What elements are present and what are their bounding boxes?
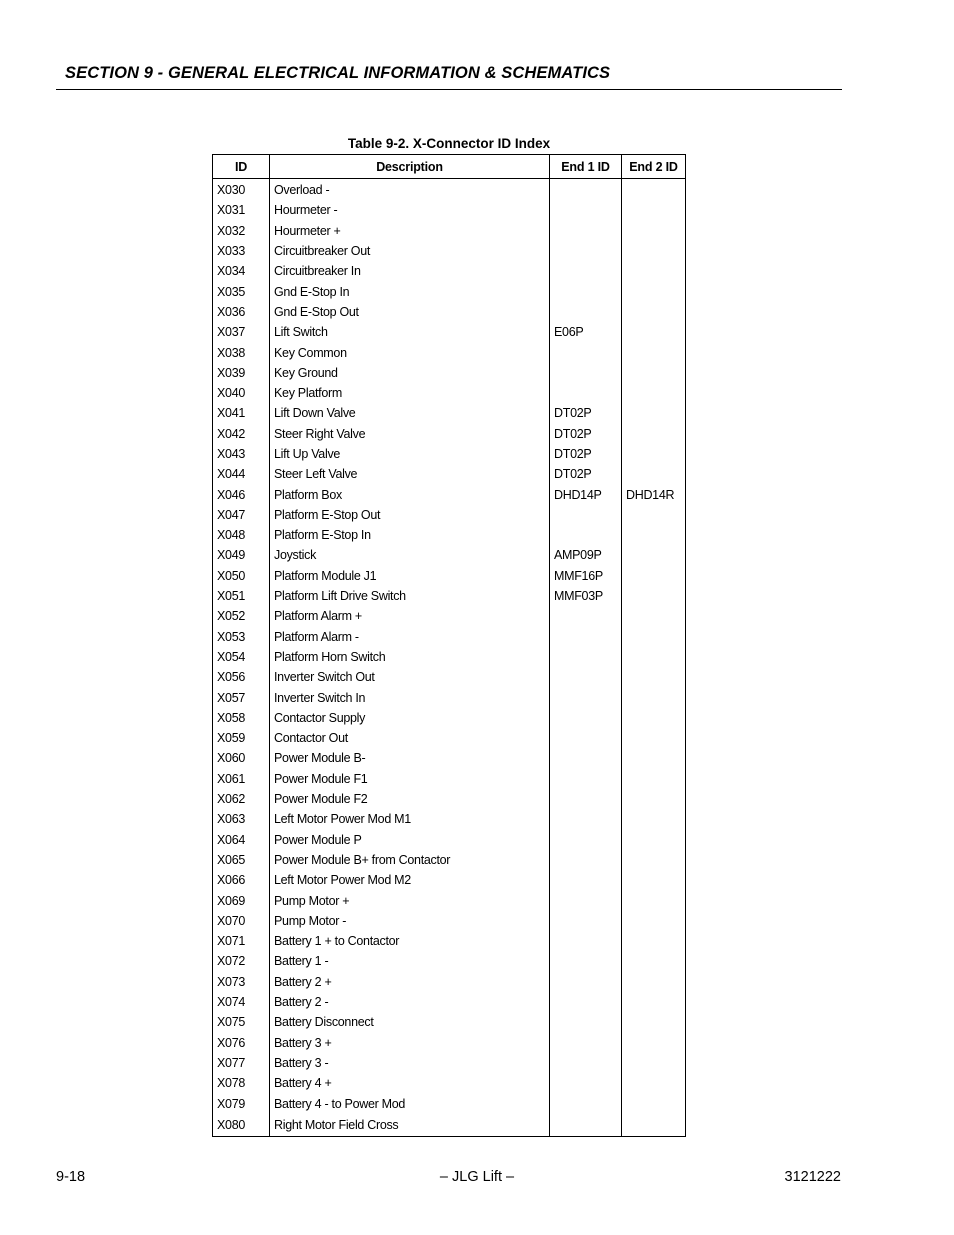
cell-description: Key Ground <box>270 363 550 383</box>
cell-description: Power Module B+ from Contactor <box>270 850 550 870</box>
cell-end1 <box>550 1073 622 1093</box>
cell-end2 <box>622 342 686 362</box>
cell-description: Lift Up Valve <box>270 444 550 464</box>
cell-id: X057 <box>213 687 270 707</box>
cell-description: Power Module F1 <box>270 769 550 789</box>
table-row <box>213 769 686 789</box>
cell-description: Contactor Supply <box>270 708 550 728</box>
table-header-row <box>213 155 686 179</box>
cell-id: X049 <box>213 545 270 565</box>
table-row <box>213 484 686 504</box>
table-row <box>213 241 686 261</box>
cell-description: Circuitbreaker In <box>270 261 550 281</box>
cell-end2 <box>622 1114 686 1137</box>
cell-description: Power Module F2 <box>270 789 550 809</box>
cell-end1 <box>550 241 622 261</box>
table-row <box>213 951 686 971</box>
cell-end1 <box>550 951 622 971</box>
cell-description: Battery 3 + <box>270 1032 550 1052</box>
cell-id: X038 <box>213 342 270 362</box>
cell-id: X073 <box>213 972 270 992</box>
table-row <box>213 1114 686 1137</box>
table-row <box>213 627 686 647</box>
cell-id: X063 <box>213 809 270 829</box>
cell-end1 <box>550 647 622 667</box>
cell-id: X043 <box>213 444 270 464</box>
cell-description: Platform Module J1 <box>270 566 550 586</box>
cell-end1 <box>550 342 622 362</box>
cell-end1: DT02P <box>550 403 622 423</box>
table-row <box>213 281 686 301</box>
table-row <box>213 322 686 342</box>
cell-id: X076 <box>213 1032 270 1052</box>
table-caption: Table 9-2. X-Connector ID Index <box>347 136 551 151</box>
cell-end1 <box>550 850 622 870</box>
cell-end1 <box>550 728 622 748</box>
cell-id: X080 <box>213 1114 270 1137</box>
cell-id: X061 <box>213 769 270 789</box>
cell-end2 <box>622 606 686 626</box>
table-body <box>213 179 686 1137</box>
cell-description: Hourmeter + <box>270 221 550 241</box>
cell-id: X051 <box>213 586 270 606</box>
cell-description: Power Module B- <box>270 748 550 768</box>
cell-end1 <box>550 606 622 626</box>
cell-id: X062 <box>213 789 270 809</box>
cell-description: Platform Horn Switch <box>270 647 550 667</box>
cell-end2 <box>622 830 686 850</box>
table-row <box>213 931 686 951</box>
column-header-end2: End 2 ID <box>622 155 686 179</box>
cell-description: Pump Motor + <box>270 890 550 910</box>
cell-id: X047 <box>213 505 270 525</box>
cell-description: Battery 4 + <box>270 1073 550 1093</box>
cell-end1 <box>550 708 622 728</box>
cell-end1 <box>550 525 622 545</box>
cell-end2 <box>622 322 686 342</box>
cell-end2 <box>622 1093 686 1113</box>
cell-id: X044 <box>213 464 270 484</box>
cell-end1 <box>550 383 622 403</box>
cell-end2 <box>622 586 686 606</box>
cell-end1 <box>550 890 622 910</box>
cell-id: X031 <box>213 200 270 220</box>
cell-description: Platform Lift Drive Switch <box>270 586 550 606</box>
cell-end1 <box>550 505 622 525</box>
document-number: 3121222 <box>784 1169 841 1185</box>
cell-end1: MMF16P <box>550 566 622 586</box>
cell-end2 <box>622 281 686 301</box>
cell-end2 <box>622 789 686 809</box>
table-row <box>213 200 686 220</box>
column-header-end1: End 1 ID <box>550 155 622 179</box>
cell-id: X079 <box>213 1093 270 1113</box>
cell-description: Battery 2 - <box>270 992 550 1012</box>
cell-end1: AMP09P <box>550 545 622 565</box>
cell-id: X046 <box>213 484 270 504</box>
cell-description: Inverter Switch Out <box>270 667 550 687</box>
cell-end2 <box>622 850 686 870</box>
cell-end1 <box>550 200 622 220</box>
cell-id: X074 <box>213 992 270 1012</box>
cell-end2 <box>622 424 686 444</box>
cell-end2 <box>622 302 686 322</box>
cell-end1 <box>550 363 622 383</box>
cell-end2 <box>622 687 686 707</box>
cell-end1 <box>550 667 622 687</box>
cell-end2 <box>622 748 686 768</box>
cell-end2 <box>622 1032 686 1052</box>
cell-id: X048 <box>213 525 270 545</box>
cell-description: Platform Alarm + <box>270 606 550 626</box>
cell-end2 <box>622 179 686 201</box>
cell-description: Platform Box <box>270 484 550 504</box>
cell-end2 <box>622 221 686 241</box>
cell-end1 <box>550 281 622 301</box>
cell-end1 <box>550 221 622 241</box>
cell-description: Circuitbreaker Out <box>270 241 550 261</box>
table-row <box>213 342 686 362</box>
cell-end2 <box>622 545 686 565</box>
cell-description: Platform Alarm - <box>270 627 550 647</box>
cell-end1 <box>550 179 622 201</box>
cell-end2 <box>622 911 686 931</box>
cell-end1: DT02P <box>550 444 622 464</box>
table-row <box>213 525 686 545</box>
cell-description: Left Motor Power Mod M1 <box>270 809 550 829</box>
cell-description: Joystick <box>270 545 550 565</box>
table-row <box>213 708 686 728</box>
cell-description: Left Motor Power Mod M2 <box>270 870 550 890</box>
table-row <box>213 809 686 829</box>
table-row <box>213 647 686 667</box>
cell-id: X056 <box>213 667 270 687</box>
table-row <box>213 464 686 484</box>
cell-end1: MMF03P <box>550 586 622 606</box>
footer-brand: – JLG Lift – <box>439 1169 515 1185</box>
cell-end2 <box>622 1053 686 1073</box>
cell-description: Overload - <box>270 179 550 201</box>
cell-end2 <box>622 708 686 728</box>
cell-description: Hourmeter - <box>270 200 550 220</box>
column-header-description: Description <box>270 155 550 179</box>
cell-description: Right Motor Field Cross <box>270 1114 550 1137</box>
cell-id: X069 <box>213 890 270 910</box>
table-row <box>213 403 686 423</box>
cell-description: Contactor Out <box>270 728 550 748</box>
cell-end2 <box>622 261 686 281</box>
cell-end1 <box>550 302 622 322</box>
cell-description: Power Module P <box>270 830 550 850</box>
cell-end2 <box>622 363 686 383</box>
cell-end1 <box>550 1012 622 1032</box>
cell-end2 <box>622 1012 686 1032</box>
cell-end1: DT02P <box>550 464 622 484</box>
cell-end2 <box>622 809 686 829</box>
table-row <box>213 1073 686 1093</box>
cell-id: X033 <box>213 241 270 261</box>
table-row <box>213 972 686 992</box>
cell-description: Battery 1 + to Contactor <box>270 931 550 951</box>
cell-end2 <box>622 931 686 951</box>
connector-id-table <box>212 154 686 1137</box>
cell-id: X030 <box>213 179 270 201</box>
cell-id: X041 <box>213 403 270 423</box>
cell-description: Battery 4 - to Power Mod <box>270 1093 550 1113</box>
cell-description: Gnd E-Stop In <box>270 281 550 301</box>
table-row <box>213 261 686 281</box>
cell-end2 <box>622 972 686 992</box>
table-row <box>213 383 686 403</box>
table-row <box>213 748 686 768</box>
table-row <box>213 687 686 707</box>
cell-id: X053 <box>213 627 270 647</box>
table-row <box>213 1012 686 1032</box>
cell-id: X075 <box>213 1012 270 1032</box>
cell-end2 <box>622 505 686 525</box>
cell-description: Steer Right Valve <box>270 424 550 444</box>
column-header-id: ID <box>213 155 270 179</box>
table-row <box>213 830 686 850</box>
table-row <box>213 363 686 383</box>
table-row <box>213 992 686 1012</box>
section-title: SECTION 9 - GENERAL ELECTRICAL INFORMATION & SCHEMATICS <box>65 64 611 82</box>
cell-id: X036 <box>213 302 270 322</box>
cell-description: Platform E-Stop In <box>270 525 550 545</box>
table-row <box>213 667 686 687</box>
cell-end2 <box>622 1073 686 1093</box>
cell-end1 <box>550 789 622 809</box>
table-row <box>213 505 686 525</box>
cell-description: Inverter Switch In <box>270 687 550 707</box>
cell-id: X042 <box>213 424 270 444</box>
cell-id: X037 <box>213 322 270 342</box>
cell-description: Steer Left Valve <box>270 464 550 484</box>
cell-id: X071 <box>213 931 270 951</box>
cell-id: X040 <box>213 383 270 403</box>
cell-end1 <box>550 830 622 850</box>
cell-id: X070 <box>213 911 270 931</box>
table-row <box>213 1053 686 1073</box>
cell-description: Lift Down Valve <box>270 403 550 423</box>
cell-end1 <box>550 261 622 281</box>
cell-end1: DHD14P <box>550 484 622 504</box>
table-row <box>213 566 686 586</box>
table-row <box>213 179 686 201</box>
cell-end2 <box>622 769 686 789</box>
cell-end2 <box>622 728 686 748</box>
cell-id: X058 <box>213 708 270 728</box>
cell-id: X066 <box>213 870 270 890</box>
cell-end2 <box>622 464 686 484</box>
cell-end1: E06P <box>550 322 622 342</box>
cell-end2 <box>622 627 686 647</box>
cell-description: Platform E-Stop Out <box>270 505 550 525</box>
table-row <box>213 545 686 565</box>
cell-description: Lift Switch <box>270 322 550 342</box>
cell-id: X035 <box>213 281 270 301</box>
table-row <box>213 586 686 606</box>
cell-end1 <box>550 1053 622 1073</box>
cell-id: X059 <box>213 728 270 748</box>
table-row <box>213 789 686 809</box>
cell-end1 <box>550 1093 622 1113</box>
cell-end2 <box>622 444 686 464</box>
table-row <box>213 221 686 241</box>
cell-end1 <box>550 809 622 829</box>
cell-description: Battery 1 - <box>270 951 550 971</box>
cell-description: Battery Disconnect <box>270 1012 550 1032</box>
table-row <box>213 444 686 464</box>
cell-end2 <box>622 647 686 667</box>
cell-end2 <box>622 890 686 910</box>
cell-description: Battery 3 - <box>270 1053 550 1073</box>
cell-id: X072 <box>213 951 270 971</box>
table-row <box>213 870 686 890</box>
cell-end1 <box>550 972 622 992</box>
cell-end2: DHD14R <box>622 484 686 504</box>
cell-description: Key Common <box>270 342 550 362</box>
cell-end1 <box>550 870 622 890</box>
table-row <box>213 302 686 322</box>
cell-end1 <box>550 687 622 707</box>
cell-end2 <box>622 241 686 261</box>
cell-id: X060 <box>213 748 270 768</box>
cell-end1 <box>550 769 622 789</box>
cell-end2 <box>622 951 686 971</box>
header-divider <box>56 89 842 90</box>
cell-id: X034 <box>213 261 270 281</box>
cell-end2 <box>622 525 686 545</box>
cell-end1 <box>550 748 622 768</box>
cell-description: Pump Motor - <box>270 911 550 931</box>
cell-id: X077 <box>213 1053 270 1073</box>
cell-description: Gnd E-Stop Out <box>270 302 550 322</box>
table-row <box>213 890 686 910</box>
cell-end2 <box>622 383 686 403</box>
cell-id: X039 <box>213 363 270 383</box>
cell-id: X052 <box>213 606 270 626</box>
table-row <box>213 728 686 748</box>
table-row <box>213 424 686 444</box>
cell-end2 <box>622 667 686 687</box>
cell-end1 <box>550 931 622 951</box>
cell-id: X050 <box>213 566 270 586</box>
cell-end2 <box>622 992 686 1012</box>
cell-id: X054 <box>213 647 270 667</box>
cell-id: X078 <box>213 1073 270 1093</box>
cell-description: Key Platform <box>270 383 550 403</box>
cell-id: X032 <box>213 221 270 241</box>
table-row <box>213 606 686 626</box>
cell-description: Battery 2 + <box>270 972 550 992</box>
cell-end2 <box>622 200 686 220</box>
cell-id: X065 <box>213 850 270 870</box>
cell-end1 <box>550 992 622 1012</box>
cell-end2 <box>622 403 686 423</box>
cell-end1: DT02P <box>550 424 622 444</box>
table-row <box>213 1032 686 1052</box>
table-row <box>213 1093 686 1113</box>
cell-end2 <box>622 566 686 586</box>
cell-id: X064 <box>213 830 270 850</box>
table-row <box>213 911 686 931</box>
page-number: 9-18 <box>56 1169 86 1185</box>
table-row <box>213 850 686 870</box>
cell-end1 <box>550 1114 622 1137</box>
cell-end1 <box>550 1032 622 1052</box>
cell-end1 <box>550 627 622 647</box>
cell-end2 <box>622 870 686 890</box>
cell-end1 <box>550 911 622 931</box>
